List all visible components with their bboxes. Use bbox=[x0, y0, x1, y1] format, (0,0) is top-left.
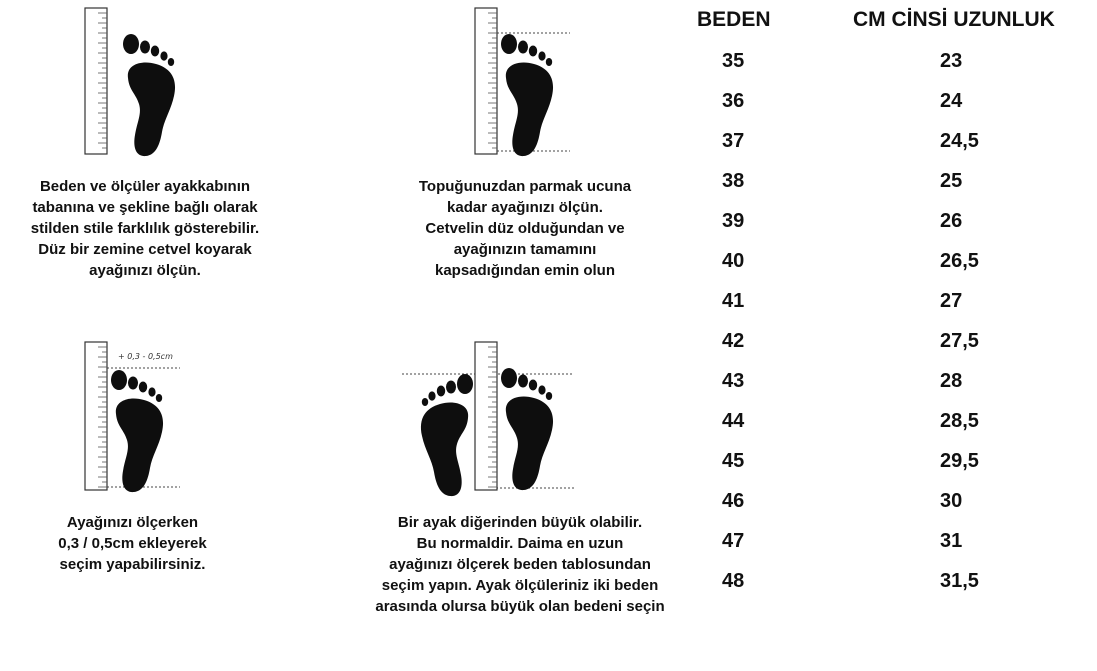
size-value: 39 bbox=[722, 210, 745, 232]
cm-value: 27,5 bbox=[940, 330, 979, 352]
cm-value: 25 bbox=[940, 170, 963, 192]
cm-value: 31,5 bbox=[940, 570, 979, 592]
cm-value: 24 bbox=[940, 90, 963, 112]
two-feet-ruler-illustration bbox=[398, 340, 588, 492]
cm-value: 29,5 bbox=[940, 450, 979, 472]
size-column-header: BEDEN bbox=[697, 8, 771, 31]
caption-panel-2: Topuğunuzdan parmak ucuna kadar ayağınızı ölçün. Cetvelin düz olduğundan ve ayağınızın tamamını kapsadığından emin olun bbox=[418, 178, 632, 279]
cm-value: 28 bbox=[940, 370, 963, 392]
right-foot-icon bbox=[123, 34, 175, 156]
left-foot-icon bbox=[421, 374, 473, 496]
caption-panel-4: Bir ayak diğerinden büyük olabilir. Bu normaldir. Daima en uzun ayağınızı ölçerek beden tablosundan seçim yapın. Ayak ölçüleriniz iki beden arasında olursa büyük olan bedeni seçin bbox=[375, 514, 665, 615]
size-value: 45 bbox=[722, 450, 745, 472]
ruler-icon bbox=[475, 8, 497, 154]
size-value: 36 bbox=[722, 90, 745, 112]
ruler-foot-margin-illustration bbox=[80, 340, 190, 492]
size-value: 38 bbox=[722, 170, 745, 192]
right-foot-icon bbox=[501, 368, 553, 490]
size-value: 48 bbox=[722, 570, 745, 592]
cm-value: 27 bbox=[940, 290, 963, 312]
caption-panel-1: Beden ve ölçüler ayakkabının tabanına ve şekline bağlı olarak stilden stile farklılık gösterebilir. Düz bir zemine cetvel koyarak ayağınızı ölçün. bbox=[30, 178, 260, 279]
caption-panel-3: Ayağınızı ölçerken 0,3 / 0,5cm ekleyerek seçim yapabilirsiniz. bbox=[58, 514, 207, 573]
ruler-foot-illustration bbox=[80, 6, 190, 158]
cm-value: 28,5 bbox=[940, 410, 979, 432]
ruler-foot-measure-illustration bbox=[470, 6, 580, 158]
size-value: 44 bbox=[722, 410, 745, 432]
size-value: 35 bbox=[722, 50, 745, 72]
size-value: 47 bbox=[722, 530, 745, 552]
cm-value: 24,5 bbox=[940, 130, 979, 152]
cm-value: 26 bbox=[940, 210, 963, 232]
size-value: 41 bbox=[722, 290, 745, 312]
size-value: 43 bbox=[722, 370, 745, 392]
size-value: 37 bbox=[722, 130, 745, 152]
size-value: 40 bbox=[722, 250, 745, 272]
cm-value: 23 bbox=[940, 50, 963, 72]
cm-value: 26,5 bbox=[940, 250, 979, 272]
ruler-icon bbox=[475, 342, 497, 490]
ruler-icon bbox=[85, 8, 107, 154]
length-column-header: CM CİNSİ UZUNLUK bbox=[853, 8, 1055, 31]
right-foot-icon bbox=[111, 370, 163, 492]
size-value: 42 bbox=[722, 330, 745, 352]
ruler-icon bbox=[85, 342, 107, 490]
size-value: 46 bbox=[722, 490, 745, 512]
right-foot-icon bbox=[501, 34, 553, 156]
margin-note: + 0,3 - 0,5cm bbox=[118, 352, 173, 361]
cm-value: 31 bbox=[940, 530, 963, 552]
cm-value: 30 bbox=[940, 490, 963, 512]
